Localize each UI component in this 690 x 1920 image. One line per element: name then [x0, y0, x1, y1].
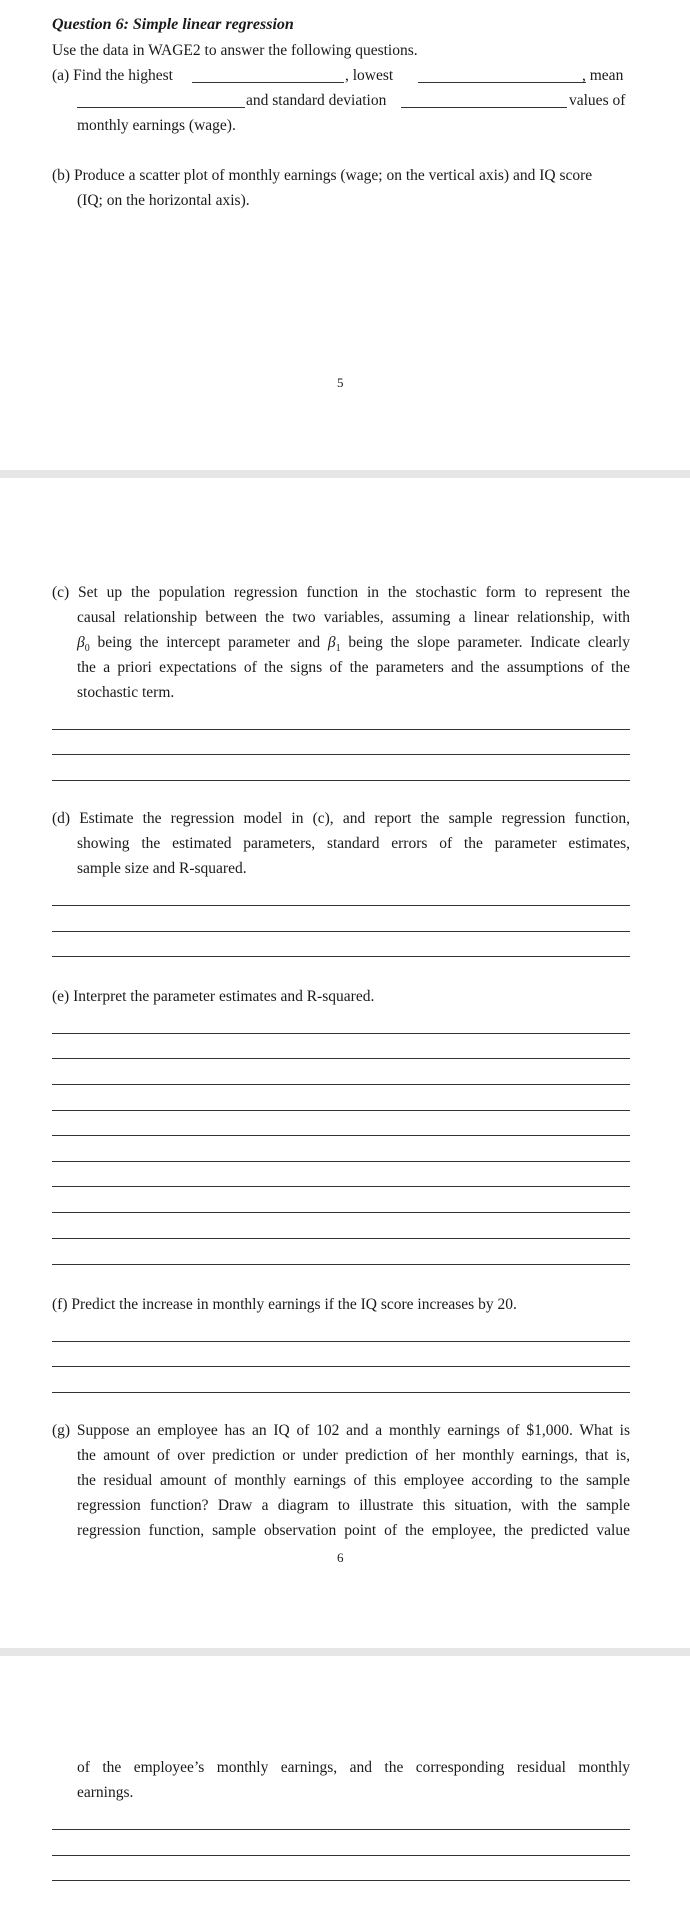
page-number-6: 6 [337, 1550, 344, 1565]
answer-line-e-3[interactable] [52, 1084, 630, 1085]
question-intro: Use the data in WAGE2 to answer the following questions. [52, 42, 418, 59]
answer-line-e-6[interactable] [52, 1161, 630, 1162]
part-c-line5: stochastic term. [77, 684, 175, 701]
answer-line-e-8[interactable] [52, 1212, 630, 1213]
beta-0: β [77, 634, 85, 651]
answer-line-e-7[interactable] [52, 1186, 630, 1187]
blank-lowest[interactable] [418, 82, 586, 83]
part-g-line7: earnings. [77, 1784, 134, 1801]
answer-line-g-2[interactable] [52, 1855, 630, 1856]
part-d-line2: showing the estimated parameters, standard errors of the parameter estimates, [77, 835, 630, 852]
answer-line-d-3[interactable] [52, 956, 630, 957]
answer-line-f-1[interactable] [52, 1341, 630, 1342]
part-c-line2: causal relationship between the two variables, assuming a linear relationship, with [77, 609, 630, 626]
part-b-line2: (IQ; on the horizontal axis). [77, 192, 250, 209]
part-e-line1: (e) Interpret the parameter estimates and R-squared. [52, 988, 375, 1005]
beta-1: β [327, 634, 336, 651]
part-g-line1: (g) Suppose an employee has an IQ of 102 and a monthly earnings of $1,000. What is [52, 1422, 630, 1439]
part-a-label: (a) Find the highest [52, 67, 173, 84]
answer-line-c-1[interactable] [52, 729, 630, 730]
beta-1-subscript: 1 [335, 643, 341, 655]
part-c-line3-end: being the slope parameter. Indicate clearly [340, 634, 630, 651]
answer-line-e-5[interactable] [52, 1135, 630, 1136]
part-f-line1: (f) Predict the increase in monthly earnings if the IQ score increases by 20. [52, 1296, 517, 1313]
answer-line-g-3[interactable] [52, 1880, 630, 1881]
part-a-mean-label: , mean [582, 67, 624, 84]
blank-standard-deviation[interactable] [401, 107, 567, 108]
part-a-values-of-label: values of [569, 92, 626, 109]
part-b-line1: (b) Produce a scatter plot of monthly earnings (wage; on the vertical axis) and IQ score [52, 167, 593, 184]
part-c-line3 [77, 630, 630, 655]
answer-line-d-2[interactable] [52, 931, 630, 932]
part-c-line1: (c) Set up the population regression function in the stochastic form to represent the [52, 584, 630, 601]
answer-line-e-4[interactable] [52, 1110, 630, 1111]
answer-line-e-1[interactable] [52, 1033, 630, 1034]
blank-highest[interactable] [192, 82, 344, 83]
answer-line-c-2[interactable] [52, 754, 630, 755]
answer-line-f-2[interactable] [52, 1366, 630, 1367]
part-g-line5: regression function, sample observation point of the employee, the predicted value [77, 1522, 630, 1539]
part-g-line2: the amount of over prediction or under prediction of her monthly earnings, that is, [77, 1447, 630, 1464]
part-d-line1: (d) Estimate the regression model in (c), and report the sample regression function, [52, 810, 630, 827]
part-g-line3: the residual amount of monthly earnings of this employee according to the sample [77, 1472, 630, 1489]
part-a-sd-label: and standard deviation [246, 92, 387, 109]
part-g-line6: of the employee’s monthly earnings, and the corresponding residual monthly [77, 1759, 630, 1776]
answer-line-f-3[interactable] [52, 1392, 630, 1393]
blank-mean[interactable] [77, 107, 245, 108]
beta-0-subscript: 0 [84, 643, 90, 655]
answer-line-g-1[interactable] [52, 1829, 630, 1830]
answer-line-e-10[interactable] [52, 1264, 630, 1265]
part-c-line4: the a priori expectations of the signs of the parameters and the assumptions of the [77, 659, 630, 676]
part-a-line3: monthly earnings (wage). [77, 117, 236, 134]
page-number-5: 5 [337, 375, 344, 390]
part-a-lowest-label: , lowest [345, 67, 394, 84]
answer-line-c-3[interactable] [52, 780, 630, 781]
part-c-line3-mid: being the intercept parameter and [89, 634, 328, 651]
question-title: Question 6: Simple linear regression [52, 16, 294, 33]
answer-line-e-2[interactable] [52, 1058, 630, 1059]
answer-line-e-9[interactable] [52, 1238, 630, 1239]
part-d-line3: sample size and R-squared. [77, 860, 247, 877]
page-separator [0, 470, 690, 478]
answer-line-d-1[interactable] [52, 905, 630, 906]
page-separator-2 [0, 1648, 690, 1656]
part-g-line4: regression function? Draw a diagram to illustrate this situation, with the sample [77, 1497, 630, 1514]
